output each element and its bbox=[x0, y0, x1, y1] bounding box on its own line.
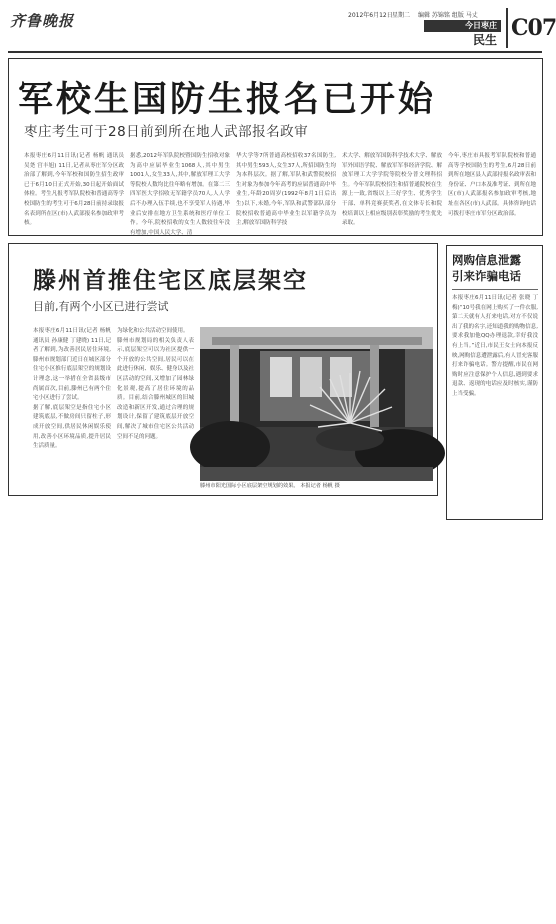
lead-column-1: 本报枣庄6月11日讯(记者 杨帆 通讯员 吴尧 宫丰旭) 11日,记者从枣庄军分区政治部了解到,今年军校和国防生招生政审已于6月10日正式开始,30日起开始面试体检。考生凡报考军队院校和普通高等学校国防生的考生可于6月28日前持录取报名表到所在区(市)人武部报名参加政审考核。 bbox=[24, 153, 124, 227]
lead-subheadline: 枣庄考生可于28日前到所在地人武部报名政审 bbox=[24, 124, 309, 140]
editor-credits: 编辑 苏锦铭 组版 马丈 bbox=[418, 12, 478, 19]
issue-date: 2012年6月12日 bbox=[348, 12, 393, 19]
sidebar-headline-line1: 网购信息泄露 bbox=[452, 253, 521, 267]
section-name: 民生 bbox=[472, 33, 497, 47]
lead-column-5: 今年,枣庄市具报考军队院校和普通高等学校国防生的考生,6月28日前到所在地区县人武部持报名政审表和身份证、户口本及准考证、到所在地区(市)人武部报名参加政审考核,地址在各区(市)人武部。具体咨询电话可拨打枣庄市军分区政治部。 bbox=[448, 153, 537, 217]
article2-subheadline: 目前,有两个小区已进行尝试 bbox=[33, 300, 169, 313]
photo-caption: 滕州市阳光国际小区底层架空规划的效果。 本报记者 杨帆 摄 bbox=[200, 483, 340, 489]
newspaper-logo: 齐鲁晚报 bbox=[10, 12, 75, 30]
page-number: C07 bbox=[506, 8, 544, 48]
sidebar-headline bbox=[452, 252, 540, 284]
courtyard-photo-graphic bbox=[200, 327, 433, 481]
article2-column-2: 为绿化和公共活动空间使用。 滕州市规划局的相关负责人表示,底层架空可以为社区提供一个开放的公共空间,居民可以在此进行休闲、娱乐、健身以及社区活动的空间,又增加了园林绿化景观,提高了居住环境的品质。目前,结合滕州城区的旧城改造和新区开发,通过合理的规划设计,保留了建筑底层开放空间,解决了城市住宅区公共活动空间不足的问题。 bbox=[117, 328, 195, 440]
sidebar-body: 本报枣庄6月11日讯(记者 张晓 丁梅)“10号我在网上购买了一件衣服,第二天就有人打来电话,对方不仅说出了我的名字,还知道我的购物信息,要求我加他QQ办理退款,幸好我没有上当。”近日,市民王女士向本报反映,网购信息遭泄露后,有人冒充客服打来诈骗电话。警方提醒,市民在网购时应注意保护个人信息,遇到要求退款、返现的电话应及时核实,谨防上当受骗。 bbox=[452, 295, 538, 397]
article2-column-1: 本报枣庄6月11日讯(记者 杨帆 通讯员 孙康健 丁建晓) 11日,记者了解到,为改善居民居住环境,滕州市规划部门近日在城区部分住宅小区推行底层架空的规划设计理念,这一举措在全省县级市尚属首次,目前,滕州已有两个住宅小区进行了尝试。 据了解,底层架空是指住宅小区建筑底层,不做房间只留柱子,形成开放空间,供居民休闲娱乐使用,改善小区环境品质,提升居民生活质量。 bbox=[33, 328, 111, 450]
section-badge-today: 今日枣庄 bbox=[424, 20, 501, 32]
masthead-rule bbox=[8, 51, 542, 53]
sidebar-headline-line2: 引来诈骗电话 bbox=[452, 269, 521, 283]
lead-column-4: 术大学、解放军国防科学技术大学、解放军外国语学院、解放军军事经济学院、解放军理工大学学院等院校分普文理科招生。今年军队院校招生和招普通院校在生源上一致,省级以上三好学生、优秀学生干部、单科竞赛获奖者,在文体专长和院校培训以上相应级别表彰奖励的考生优先录取。 bbox=[342, 153, 442, 227]
courtyard-photo bbox=[200, 327, 433, 481]
lead-column-3: 华大学等7所普通高校招收37名国防生,其中男生593人,女生37人,所招国防生均为本科层次。据了解,军队和武警院校招生对象为参加今年高考的应届普通高中毕业生,年龄20周岁(1992年8月1日后出生)以下,未婚,今年,军队和武警部队部分院校招收普通高中毕业生以军籍学员为主,解放军国防科学技 bbox=[236, 153, 336, 227]
lead-headline: 军校生国防生报名已开始 bbox=[18, 80, 437, 120]
issue-weekday: 星期二 bbox=[392, 12, 411, 19]
article2-headline: 滕州首推住宅区底层架空 bbox=[33, 268, 308, 294]
lead-column-2: 据悉,2012年军队院校暨国防生招收对象为高中应届毕业生1068人,其中男生1001人,女生33人,其中,解放军理工大学等院校人数均比往年略有增加。在第二三四军医大学招收无军籍学员70人,人人学后不办理入伍手续,也不享受军人待遇,毕业后安排在地方卫生系统和医疗单位工作。今年,院校招收的女生人数较往年没有增加,中国人民大学、清 bbox=[130, 153, 230, 236]
sidebar-divider bbox=[452, 289, 538, 290]
